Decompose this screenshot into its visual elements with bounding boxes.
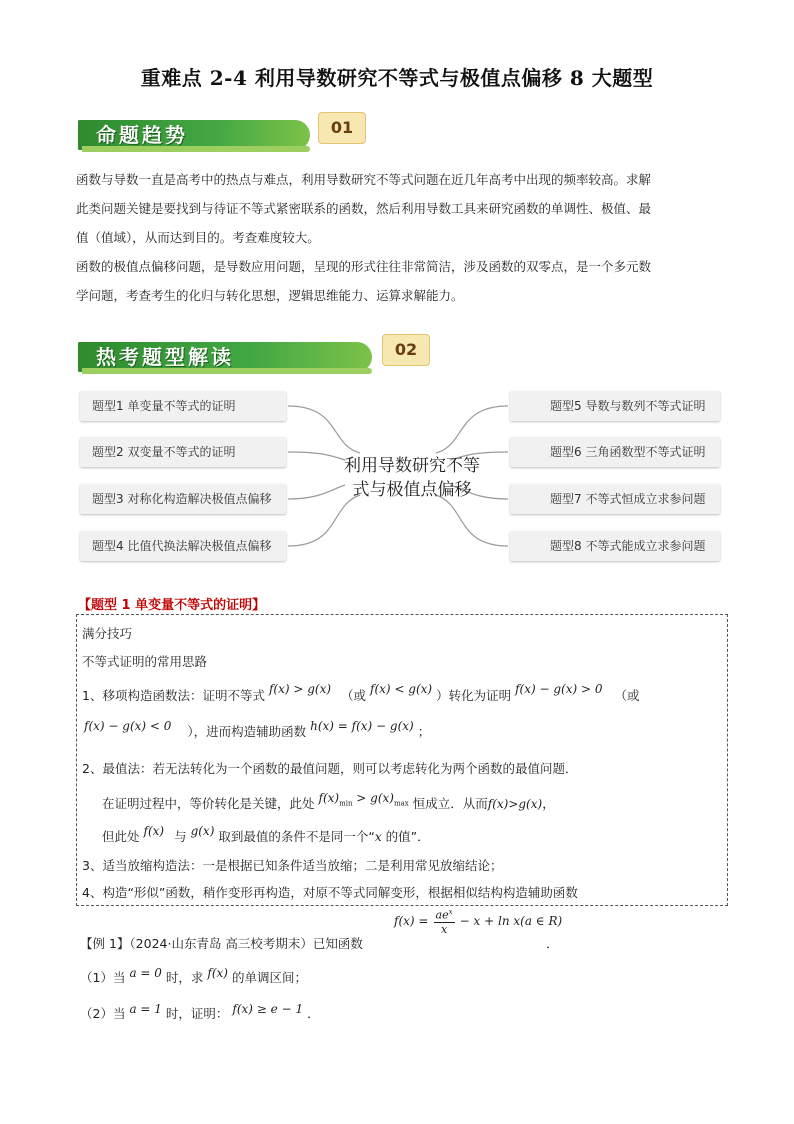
section-number-badge: 01 [318,112,366,144]
formula: f(x) − g(x) < 0 [84,719,172,733]
formula-part: f(x) [318,791,340,805]
fraction-numerator [434,906,455,923]
q1-text: 时，求 [165,970,204,985]
page-title: 重难点 2-4 利用导数研究不等式与极值点偏移 8 大题型 [140,66,654,90]
method1-text: ； [417,724,431,739]
formula: f(x) [143,824,165,838]
intro-line: 函数与导数一直是高考中的热点与难点，利用导数研究不等式问题在近几年高考中出现的频率较高。求解 [76,172,652,187]
method2-line [102,791,555,813]
method1-line [84,719,431,740]
method4-line: 4、构造“形似”函数，稍作变形再构造，对原不等式同解变形，根据相似结构构造辅助函数 [82,885,578,900]
subscript-max: max [393,799,409,808]
q1-text: （1）当 [80,970,126,985]
method2-text: ， [542,796,555,811]
q2-text: （2）当 [80,1006,126,1021]
formula: h(x) = f(x) − g(x) [310,719,414,733]
mindmap-item-type7: 题型7 不等式恒成立求参问题 [510,484,720,514]
mindmap-item-type3: 题型3 对称化构造解决极值点偏移 [80,484,286,514]
formula: f(x) < g(x) [370,682,433,696]
type1-heading: 【题型 1 单变量不等式的证明】 [78,598,266,613]
subscript-min: min [339,799,353,808]
method1-text: ），进而构造辅助函数 [187,724,307,739]
intro-line: 值（值域），从而达到目的。考查难度较大。 [76,230,320,245]
tips-title: 满分技巧 [82,626,133,641]
fraction [434,906,455,936]
q2-text: 时，证明： [165,1006,229,1021]
formula: g(x) [190,824,215,838]
formula: f(x)>g(x) [487,797,543,811]
method2-text: 与 [174,829,187,844]
example1-question2 [80,1004,320,1022]
section-label: 热考题型解读 [96,345,234,369]
tips-subtitle: 不等式证明的常用思路 [82,654,208,669]
example1-stem [80,934,363,952]
method1-text: ）转化为证明 [436,688,512,703]
formula: f(x) ≥ e − 1 [232,1002,304,1016]
q1-text: 的单调区间； [231,970,307,985]
example1-period: ． [546,936,559,951]
example1-question1 [80,968,307,986]
q2-text: ． [307,1006,320,1021]
method2-text: 的值”． [381,829,430,844]
mindmap-item-type4: 题型4 比值代换法解决极值点偏移 [80,531,286,561]
formula-fx: f(x) = [394,914,429,929]
method1-text: （或 [341,688,367,703]
variable-x: x [374,830,382,844]
mindmap-item-type2: 题型2 双变量不等式的证明 [80,437,286,467]
mindmap-item-type1: 题型1 单变量不等式的证明 [80,391,286,421]
formula: f(x) [207,966,228,980]
example1-formula [394,908,563,948]
section-banner-trend [78,112,354,154]
method3-line: 3、适当放缩构造法：一是根据已知条件适当放缩；二是利用常见放缩结论； [82,858,503,873]
mindmap-center-line: 利用导数研究不等 [344,456,480,476]
section-number-badge: 02 [382,334,430,366]
method1-line [82,682,640,704]
formula-part: > g(x) [356,791,394,805]
formula [318,791,409,808]
intro-line: 函数的极值点偏移问题，是导数应用问题，呈现的形式往往非常简洁，涉及函数的双零点，是一个多元数 [76,259,652,274]
formula: a = 1 [129,1002,162,1016]
method1-text: 1、移项构造函数法：证明不等式 [82,688,265,703]
section-banner-hot [78,334,418,376]
numerator-text: ae [435,908,449,922]
method2-text: 但此处 [102,829,140,844]
method2-text: 在证明过程中，等价转化是关键，此处 [102,796,315,811]
mindmap-item-type6: 题型6 三角函数型不等式证明 [510,437,720,467]
section-label: 命题趋势 [96,123,188,147]
example1-lead: 【例 1】（2024·山东青岛 高三校考期末）已知函数 [80,936,363,951]
formula: a = 0 [129,966,162,980]
mindmap-center [328,454,496,502]
fraction-denominator: x [440,922,448,936]
method2-line [102,824,430,845]
formula: f(x) − g(x) > 0 [515,682,603,696]
exponent: x [448,908,453,916]
method2-line: 2、最值法：若无法转化为一个函数的最值问题，则可以考虑转化为两个函数的最值问题． [82,761,578,776]
mindmap-center-line: 式与极值点偏移 [352,480,472,500]
mindmap-item-type8: 题型8 不等式能成立求参问题 [510,531,720,561]
mindmap-item-type5: 题型5 导数与数列不等式证明 [510,391,720,421]
method2-text: 取到最值的条件不是同一个“ [218,829,375,844]
intro-text [76,165,720,310]
method1-text: （或 [614,688,640,703]
intro-line: 此类问题关键是要找到与待证不等式紧密联系的函数，然后利用导数工具来研究函数的单调性、极值、最 [76,201,652,216]
intro-line: 学问题，考查考生的化归与转化思想，逻辑思维能力、运算求解能力。 [76,288,464,303]
formula: f(x) > g(x) [268,682,332,696]
method2-text: 恒成立．从而 [412,796,488,811]
formula-rest: − x + ln x(a ∈ R) [459,914,563,929]
